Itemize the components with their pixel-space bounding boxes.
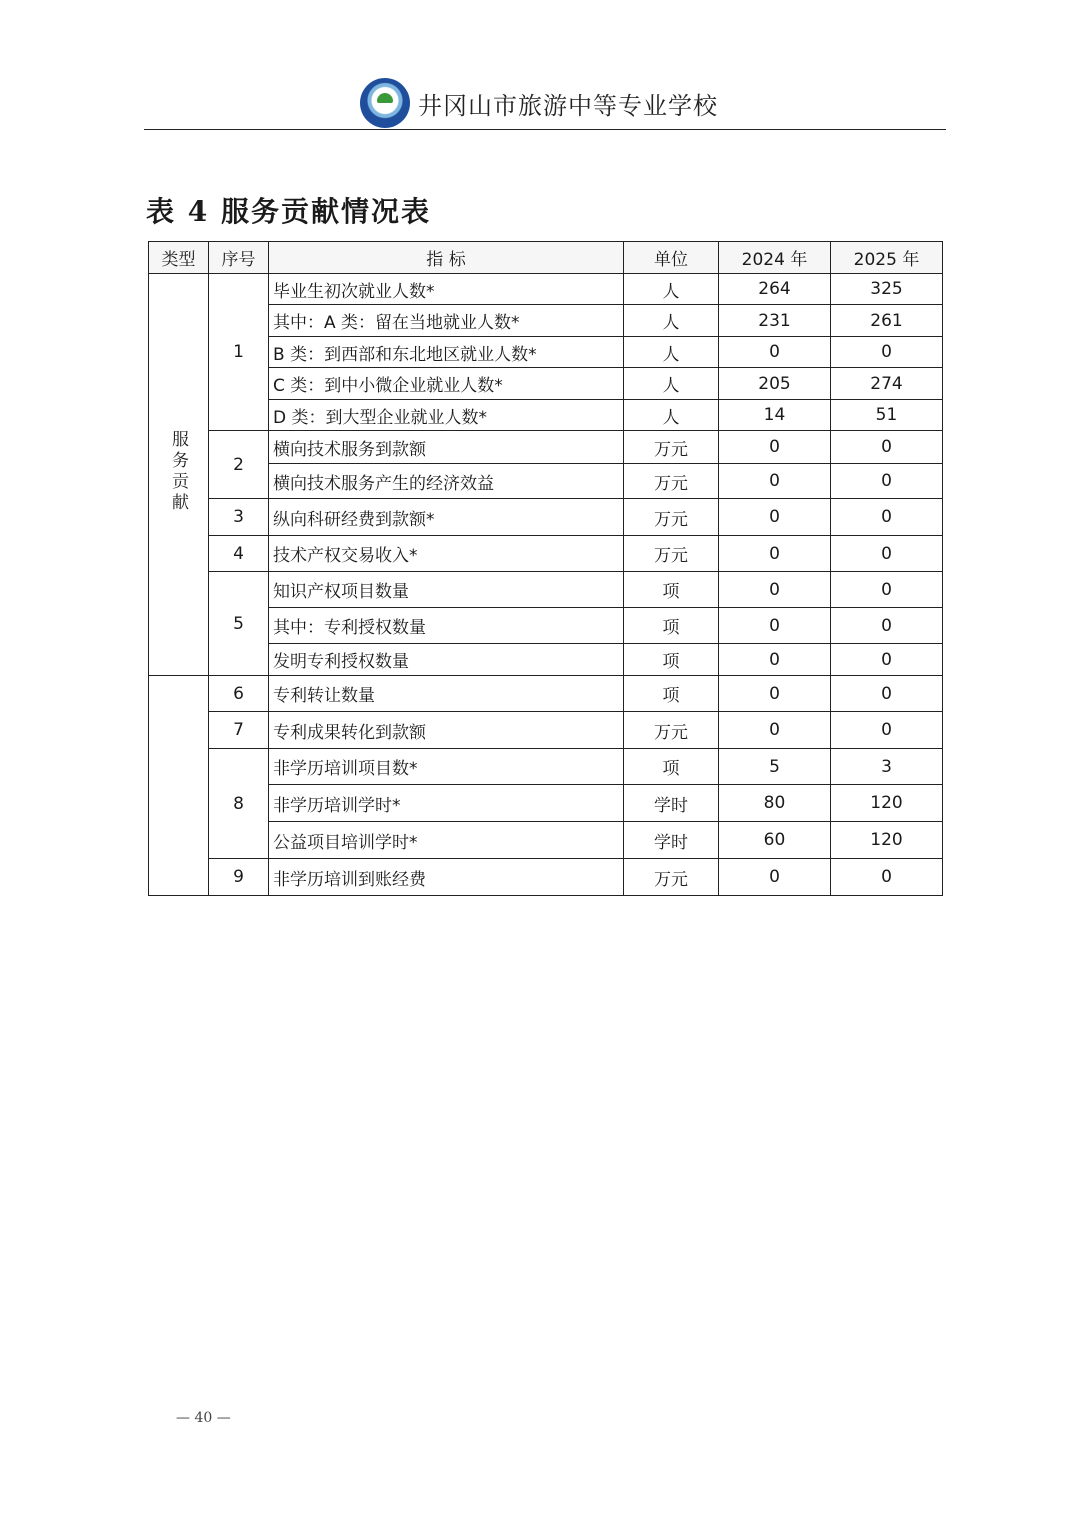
header-divider — [144, 129, 946, 131]
unit-cell: 万元 — [624, 859, 719, 896]
table-title: 表 4 服务贡献情况表 — [146, 195, 431, 228]
value-2024-cell: 0 — [719, 499, 831, 536]
value-2025-cell: 274 — [831, 368, 943, 400]
type-cell — [149, 274, 209, 676]
indicator-cell: 横向技术服务产生的经济效益 — [269, 464, 624, 499]
unit-cell: 项 — [624, 749, 719, 785]
value-2024-cell: 60 — [719, 822, 831, 859]
value-2024-cell: 14 — [719, 400, 831, 431]
value-2024-cell: 0 — [719, 644, 831, 676]
table-row — [149, 400, 943, 431]
table-row — [149, 464, 943, 499]
col-header-2025: 2025 年 — [831, 242, 943, 274]
value-2024-cell: 0 — [719, 572, 831, 608]
value-2024-cell: 0 — [719, 608, 831, 644]
value-2025-cell: 120 — [831, 785, 943, 822]
indicator-cell: 知识产权项目数量 — [269, 572, 624, 608]
indicator-cell: 发明专利授权数量 — [269, 644, 624, 676]
indicator-cell: D 类：到大型企业就业人数* — [269, 400, 624, 431]
indicator-cell: 非学历培训到账经费 — [269, 859, 624, 896]
seq-cell: 5 — [209, 572, 269, 676]
value-2025-cell: 0 — [831, 499, 943, 536]
value-2025-cell: 3 — [831, 749, 943, 785]
seq-cell: 6 — [209, 676, 269, 712]
value-2024-cell: 80 — [719, 785, 831, 822]
value-2024-cell: 205 — [719, 368, 831, 400]
school-name: 井冈山市旅游中等专业学校 — [418, 92, 718, 120]
unit-cell: 人 — [624, 400, 719, 431]
unit-cell: 人 — [624, 274, 719, 305]
service-contribution-table — [148, 241, 943, 896]
table-header-row — [149, 242, 943, 274]
indicator-cell: B 类：到西部和东北地区就业人数* — [269, 337, 624, 368]
unit-cell: 项 — [624, 644, 719, 676]
value-2025-cell: 51 — [831, 400, 943, 431]
value-2025-cell: 325 — [831, 274, 943, 305]
unit-cell: 人 — [624, 368, 719, 400]
seq-cell: 1 — [209, 274, 269, 431]
value-2024-cell: 0 — [719, 431, 831, 464]
table-row — [149, 536, 943, 572]
table-row — [149, 644, 943, 676]
table-row — [149, 499, 943, 536]
value-2024-cell: 0 — [719, 859, 831, 896]
value-2025-cell: 0 — [831, 572, 943, 608]
table-row — [149, 337, 943, 368]
col-header-seq: 序号 — [209, 242, 269, 274]
table-row — [149, 431, 943, 464]
value-2025-cell: 0 — [831, 608, 943, 644]
unit-cell: 人 — [624, 305, 719, 337]
table-row — [149, 749, 943, 785]
value-2025-cell: 261 — [831, 305, 943, 337]
value-2024-cell: 0 — [719, 337, 831, 368]
unit-cell: 学时 — [624, 822, 719, 859]
seq-cell: 2 — [209, 431, 269, 499]
table-row — [149, 822, 943, 859]
page-number: — 40 — — [176, 1410, 231, 1426]
seq-cell: 9 — [209, 859, 269, 896]
unit-cell: 万元 — [624, 536, 719, 572]
seq-cell: 3 — [209, 499, 269, 536]
table-row — [149, 712, 943, 749]
unit-cell: 万元 — [624, 431, 719, 464]
seq-cell: 4 — [209, 536, 269, 572]
indicator-cell: 非学历培训项目数* — [269, 749, 624, 785]
school-logo-icon — [360, 78, 410, 128]
value-2025-cell: 0 — [831, 712, 943, 749]
unit-cell: 项 — [624, 572, 719, 608]
type-cell-continued — [149, 676, 209, 896]
unit-cell: 项 — [624, 676, 719, 712]
col-header-unit: 单位 — [624, 242, 719, 274]
col-header-indicator: 指 标 — [269, 242, 624, 274]
table-row — [149, 859, 943, 896]
value-2025-cell: 0 — [831, 676, 943, 712]
unit-cell: 学时 — [624, 785, 719, 822]
indicator-cell: 技术产权交易收入* — [269, 536, 624, 572]
value-2024-cell: 264 — [719, 274, 831, 305]
unit-cell: 人 — [624, 337, 719, 368]
unit-cell: 万元 — [624, 499, 719, 536]
unit-cell: 项 — [624, 608, 719, 644]
table-row — [149, 608, 943, 644]
page-header — [144, 74, 946, 130]
indicator-cell: 专利转让数量 — [269, 676, 624, 712]
seq-cell: 7 — [209, 712, 269, 749]
table-row — [149, 572, 943, 608]
value-2024-cell: 0 — [719, 536, 831, 572]
indicator-cell: 公益项目培训学时* — [269, 822, 624, 859]
value-2024-cell: 0 — [719, 676, 831, 712]
indicator-cell: C 类：到中小微企业就业人数* — [269, 368, 624, 400]
value-2025-cell: 0 — [831, 431, 943, 464]
value-2025-cell: 0 — [831, 644, 943, 676]
value-2025-cell: 0 — [831, 536, 943, 572]
value-2025-cell: 0 — [831, 464, 943, 499]
type-label: 服务贡献 — [168, 430, 188, 514]
value-2025-cell: 0 — [831, 859, 943, 896]
value-2024-cell: 0 — [719, 712, 831, 749]
indicator-cell: 专利成果转化到款额 — [269, 712, 624, 749]
table-row — [149, 785, 943, 822]
seq-cell: 8 — [209, 749, 269, 859]
value-2024-cell: 231 — [719, 305, 831, 337]
table-row — [149, 305, 943, 337]
value-2024-cell: 0 — [719, 464, 831, 499]
indicator-cell: 纵向科研经费到款额* — [269, 499, 624, 536]
col-header-type: 类型 — [149, 242, 209, 274]
value-2024-cell: 5 — [719, 749, 831, 785]
indicator-cell: 非学历培训学时* — [269, 785, 624, 822]
value-2025-cell: 0 — [831, 337, 943, 368]
unit-cell: 万元 — [624, 464, 719, 499]
unit-cell: 万元 — [624, 712, 719, 749]
indicator-cell: 横向技术服务到款额 — [269, 431, 624, 464]
indicator-cell: 毕业生初次就业人数* — [269, 274, 624, 305]
indicator-cell: 其中：专利授权数量 — [269, 608, 624, 644]
col-header-2024: 2024 年 — [719, 242, 831, 274]
table-row — [149, 274, 943, 305]
table-row — [149, 368, 943, 400]
value-2025-cell: 120 — [831, 822, 943, 859]
indicator-cell: 其中：A 类：留在当地就业人数* — [269, 305, 624, 337]
table-row — [149, 676, 943, 712]
